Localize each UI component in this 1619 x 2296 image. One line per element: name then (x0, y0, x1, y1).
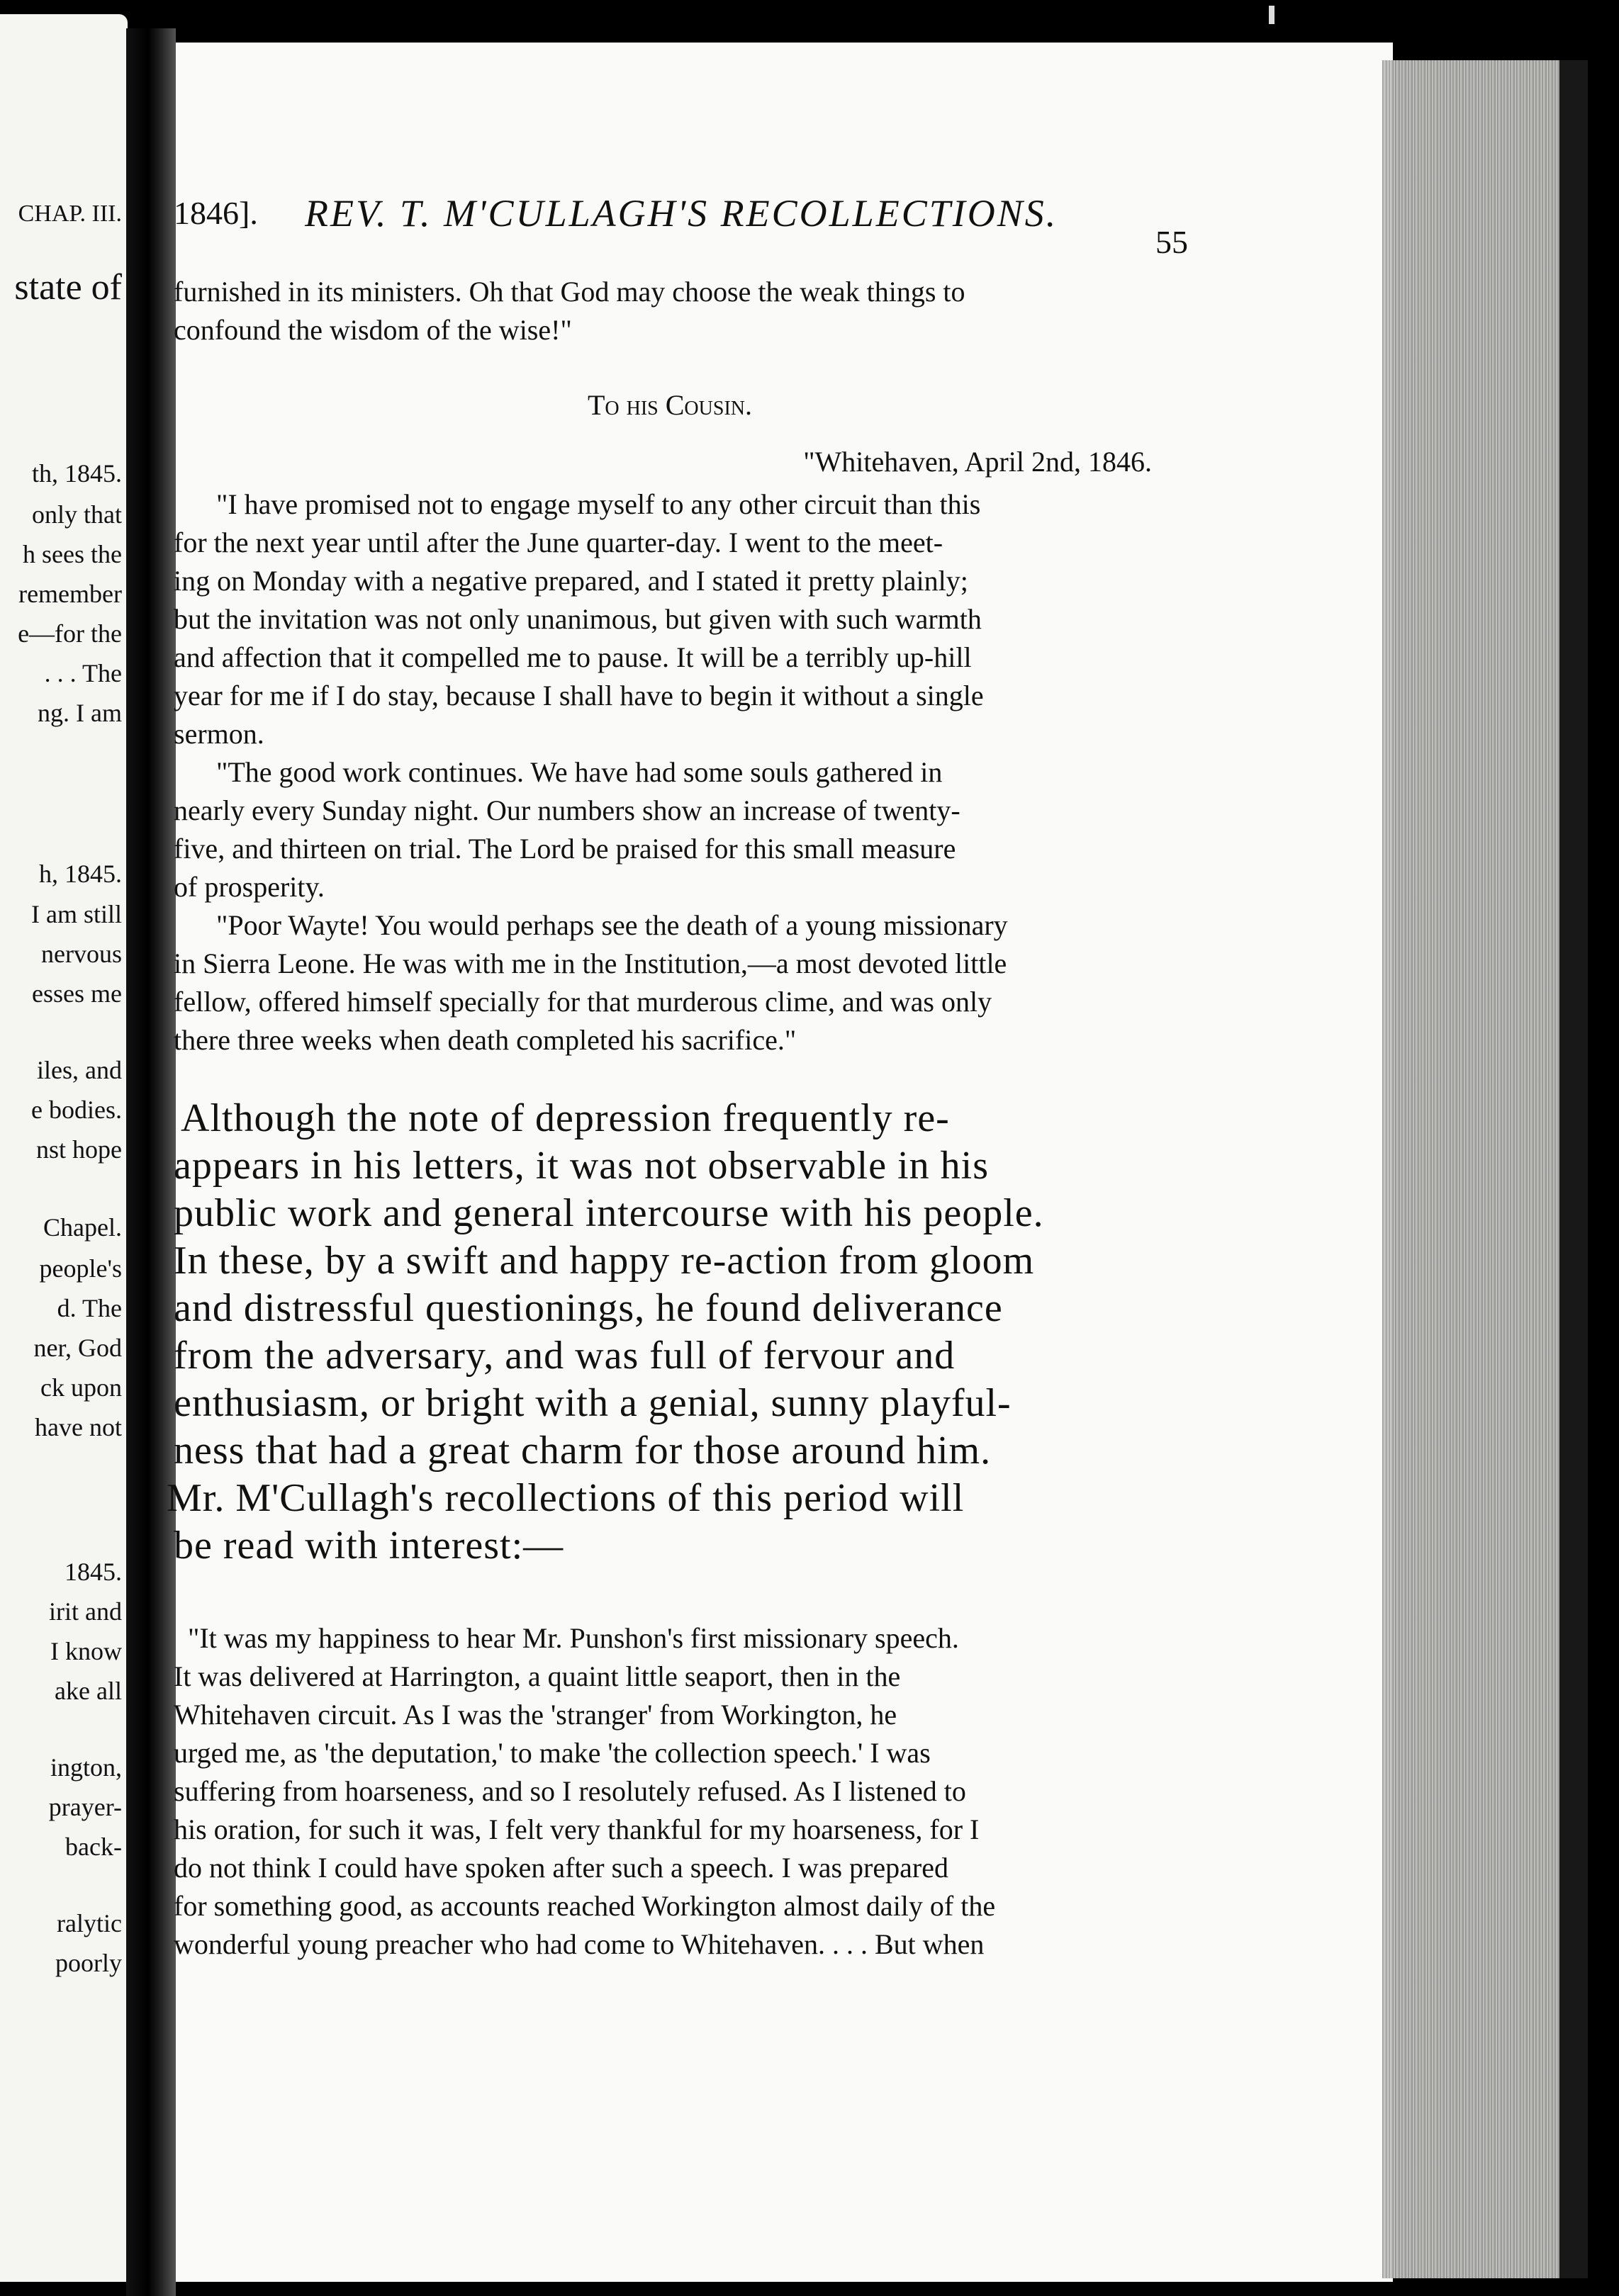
left-page-line: iles, and (37, 1056, 122, 1084)
left-page-line: poorly (55, 1949, 122, 1977)
narrative-line: from the adversary, and was full of fervour and (174, 1334, 956, 1378)
left-page-line: nst hope (36, 1135, 122, 1164)
letter-line: "Poor Wayte! You would perhaps see the death of a young missionary (216, 909, 1008, 941)
running-head (174, 191, 1166, 248)
running-head-title: REV. T. M'CULLAGH'S RECOLLECTIONS. (305, 192, 1058, 235)
scan-artifact (1269, 6, 1275, 24)
quote-line: It was delivered at Harrington, a quaint little seaport, then in the (174, 1660, 901, 1692)
quote-line: suffering from hoarseness, and so I resolutely refused. As I listened to (174, 1775, 966, 1807)
quote-line: Whitehaven circuit. As I was the 'stranger' from Workington, he (174, 1699, 897, 1731)
letter-line: there three weeks when death completed his sacrifice." (174, 1024, 797, 1056)
book-page-edges (1382, 60, 1588, 2278)
narrative-line: be read with interest:— (174, 1524, 564, 1568)
letter-line: nearly every Sunday night. Our numbers show an increase of twenty- (174, 794, 960, 826)
narrative-line: Although the note of depression frequently re- (181, 1096, 950, 1140)
quote-line: his oration, for such it was, I felt very thankful for my hoarseness, for I (174, 1813, 980, 1845)
left-page-line: Chapel. (43, 1213, 122, 1242)
left-page-line: CHAP. III. (18, 201, 122, 227)
narrative-line: enthusiasm, or bright with a genial, sunny playful- (174, 1381, 1012, 1425)
quote-line: "It was my happiness to hear Mr. Punshon's first missionary speech. (188, 1622, 959, 1654)
left-page-line: irit and (49, 1597, 122, 1626)
left-page-line: remember (18, 580, 122, 608)
left-page-line: . . . The (44, 659, 122, 687)
letter-line: but the invitation was not only unanimous, but given with such warmth (174, 603, 982, 635)
letter-heading: To his Cousin. (587, 389, 752, 421)
left-page-line: I am still (31, 900, 122, 928)
left-page-line: only that (32, 500, 122, 529)
quote-line: urged me, as 'the deputation,' to make 'the collection speech.' I was (174, 1737, 931, 1769)
left-page-line: th, 1845. (31, 459, 122, 488)
left-page-line: ner, God (33, 1334, 122, 1362)
left-page-line: 1845. (65, 1558, 122, 1586)
letter-line: sermon. (174, 718, 264, 750)
narrative-line: Mr. M'Cullagh's recollections of this period will (167, 1476, 965, 1520)
left-page-line: back- (65, 1833, 122, 1861)
left-page-line: e bodies. (31, 1096, 122, 1124)
scanner-bezel (0, 0, 1619, 43)
left-page-line: ng. I am (38, 699, 122, 727)
quote-line: do not think I could have spoken after such a speech. I was prepared (174, 1852, 948, 1884)
left-page-line: people's (39, 1254, 122, 1283)
letter-line: in Sierra Leone. He was with me in the Institution,—a most devoted little (174, 947, 1007, 979)
letter-line: "I have promised not to engage myself to any other circuit than this (216, 488, 981, 520)
left-page-line: prayer- (48, 1793, 122, 1821)
quote-line: wonderful young preacher who had come to Whitehaven. . . . But when (174, 1928, 985, 1960)
body-line: confound the wisdom of the wise!" (174, 314, 572, 346)
letter-line: of prosperity. (174, 871, 325, 903)
narrative-line: appears in his letters, it was not observable in his (174, 1144, 989, 1188)
left-page-line: e—for the (18, 619, 122, 648)
letter-line: fellow, offered himself specially for that murderous clime, and was only (174, 986, 992, 1018)
page-number: 55 (1155, 224, 1188, 260)
book-gutter-shadow (126, 28, 176, 2296)
letter-line: "The good work continues. We have had some souls gathered in (216, 756, 943, 788)
left-page-line: ralytic (57, 1909, 122, 1937)
narrative-line: In these, by a swift and happy re-action from gloom (174, 1239, 1035, 1283)
narrative-line: and distressful questionings, he found deliverance (174, 1286, 1003, 1330)
body-line: furnished in its ministers. Oh that God may choose the weak things to (174, 276, 965, 308)
left-page-line: d. The (57, 1294, 122, 1322)
letter-line: for the next year until after the June quarter-day. I went to the meet- (174, 527, 943, 558)
narrative-line: public work and general intercourse with his people. (174, 1191, 1044, 1235)
left-page-line: I know (50, 1637, 122, 1665)
left-page-line: state of (14, 267, 122, 308)
letter-dateline: "Whitehaven, April 2nd, 1846. (803, 446, 1152, 478)
left-page-line: h sees the (23, 540, 122, 568)
narrative-line: ness that had a great charm for those around him. (174, 1429, 992, 1473)
left-page-line: esses me (32, 979, 122, 1008)
left-page-line: ington, (50, 1753, 122, 1782)
letter-line: and affection that it compelled me to pause. It will be a terribly up-hill (174, 641, 972, 673)
letter-line: five, and thirteen on trial. The Lord be praised for this small measure (174, 833, 956, 865)
left-facing-page (0, 14, 128, 2282)
left-page-line: ck upon (40, 1373, 122, 1402)
left-page-line: h, 1845. (39, 860, 122, 888)
letter-line: ing on Monday with a negative prepared, and I stated it pretty plainly; (174, 565, 968, 597)
letter-line: year for me if I do stay, because I shall have to begin it without a single (174, 680, 984, 711)
left-page-line: ake all (55, 1677, 122, 1705)
left-page-line: nervous (41, 940, 122, 968)
quote-line: for something good, as accounts reached Workington almost daily of the (174, 1890, 996, 1922)
running-head-year: 1846]. (174, 195, 258, 231)
left-page-line: have not (35, 1413, 122, 1441)
